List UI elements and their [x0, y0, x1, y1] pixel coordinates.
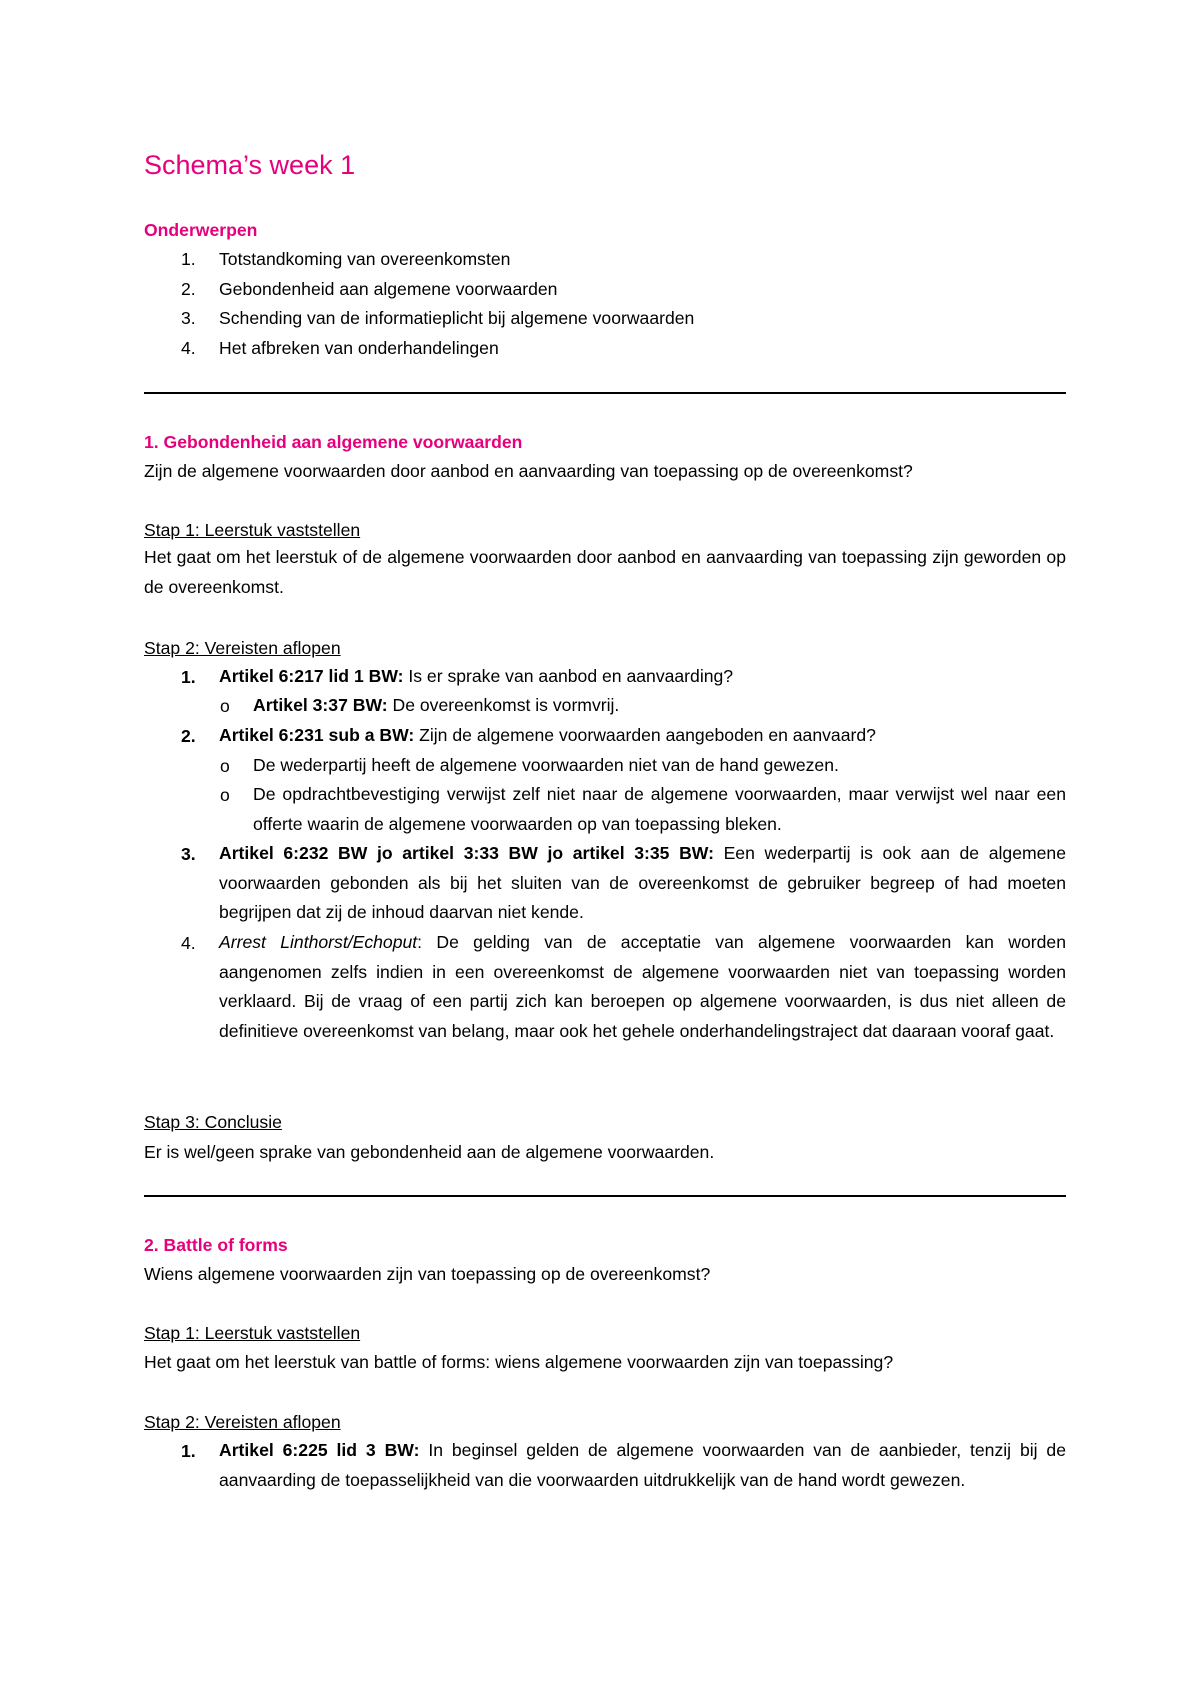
case-ref: Arrest Linthorst/Echoput — [219, 932, 418, 952]
section1-step1-text: Het gaat om het leerstuk of de algemene voorwaarden door aanbod en aanvaarding van toepassing zijn geworden op de overeenkomst. — [144, 547, 1066, 597]
article-ref: Artikel 6:225 lid 3 BW: — [219, 1440, 420, 1460]
sub-bullet: o — [220, 756, 230, 776]
section2-heading: 2. Battle of forms — [144, 1235, 288, 1255]
section2-step1-label: Stap 1: Leerstuk vaststellen — [144, 1323, 361, 1343]
section1-step3-text: Er is wel/geen sprake van gebondenheid aan de algemene voorwaarden. — [144, 1142, 715, 1162]
topic-item: Gebondenheid aan algemene voorwaarden — [219, 279, 558, 299]
topics-heading: Onderwerpen — [144, 220, 258, 240]
divider — [144, 1195, 1066, 1197]
item-number: 1. — [181, 667, 196, 687]
topic-item: Totstandkoming van overeenkomsten — [219, 249, 511, 269]
page-title: Schema’s week 1 — [144, 150, 356, 180]
article-ref: Artikel 6:217 lid 1 BW: — [219, 666, 404, 686]
requirement-item — [219, 662, 1066, 692]
requirement-item — [219, 721, 1066, 751]
topic-item: Schending van de informatieplicht bij algemene voorwaarden — [219, 308, 695, 328]
item-number: 2. — [181, 726, 196, 746]
section1-question: Zijn de algemene voorwaarden door aanbod en aanvaarding van toepassing op de overeenkomst? — [144, 461, 913, 481]
requirement-subitem: De opdrachtbevestiging verwijst zelf niet naar de algemene voorwaarden, maar verwijst wel naar een offerte waarin de algemene voorwaarden op van toepassing bleken. — [253, 784, 1066, 834]
requirement-item — [219, 1436, 1066, 1495]
section1-step1-label: Stap 1: Leerstuk vaststellen — [144, 520, 361, 540]
article-ref: Artikel 3:37 BW: — [253, 695, 388, 715]
requirement-text: In beginsel gelden de algemene voorwaarden van de aanbieder, tenzij bij de aanvaarding de toepasselijkheid van die voorwaarden uitdrukkelijk van de hand wordt gewezen. — [219, 1440, 1066, 1490]
article-ref: Artikel 6:232 BW jo artikel 3:33 BW jo artikel 3:35 BW: — [219, 843, 714, 863]
sub-bullet: o — [220, 696, 230, 716]
requirement-subitem — [253, 691, 1066, 721]
section2-step1-text: Het gaat om het leerstuk van battle of forms: wiens algemene voorwaarden zijn van toepassing? — [144, 1352, 894, 1372]
requirement-item — [219, 839, 1066, 928]
section1-heading: 1. Gebondenheid aan algemene voorwaarden — [144, 432, 523, 452]
topic-number: 1. — [181, 249, 196, 269]
requirement-text: : De gelding van de acceptatie van algemene voorwaarden kan worden aangenomen zelfs indien in een overeenkomst de algemene voorwaarden niet van toepassing worden verklaard. Bij de vraag of een partij zich kan beroepen op algemene voorwaarden, is dus niet alleen de definitieve overeenkomst van belang, maar ook het gehele onderhandelingstraject dat daaraan vooraf gaat. — [219, 932, 1066, 1041]
section2-step2-label: Stap 2: Vereisten aflopen — [144, 1412, 341, 1432]
item-number: 4. — [181, 933, 196, 953]
requirement-text: De overeenkomst is vormvrij. — [387, 695, 620, 715]
topic-item: Het afbreken van onderhandelingen — [219, 338, 499, 358]
requirement-item — [219, 928, 1066, 1046]
divider — [144, 392, 1066, 394]
sub-bullet: o — [220, 785, 230, 805]
section1-step3-label: Stap 3: Conclusie — [144, 1112, 282, 1132]
requirement-text: Een wederpartij is ook aan de algemene voorwaarden gebonden als bij het sluiten van de overeenkomst de gebruiker begreep of had moeten begrijpen dat zij de inhoud daarvan niet kende. — [219, 843, 1066, 922]
requirement-text: Is er sprake van aanbod en aanvaarding? — [403, 666, 734, 686]
item-number: 3. — [181, 844, 196, 864]
article-ref: Artikel 6:231 sub a BW: — [219, 725, 415, 745]
requirement-subitem: De wederpartij heeft de algemene voorwaarden niet van de hand gewezen. — [253, 755, 839, 775]
section1-step2-label: Stap 2: Vereisten aflopen — [144, 638, 341, 658]
requirement-text: Zijn de algemene voorwaarden aangeboden en aanvaard? — [414, 725, 876, 745]
topic-number: 3. — [181, 308, 196, 328]
item-number: 1. — [181, 1441, 196, 1461]
topic-number: 2. — [181, 279, 196, 299]
section2-question: Wiens algemene voorwaarden zijn van toepassing op de overeenkomst? — [144, 1264, 711, 1284]
topic-number: 4. — [181, 338, 196, 358]
